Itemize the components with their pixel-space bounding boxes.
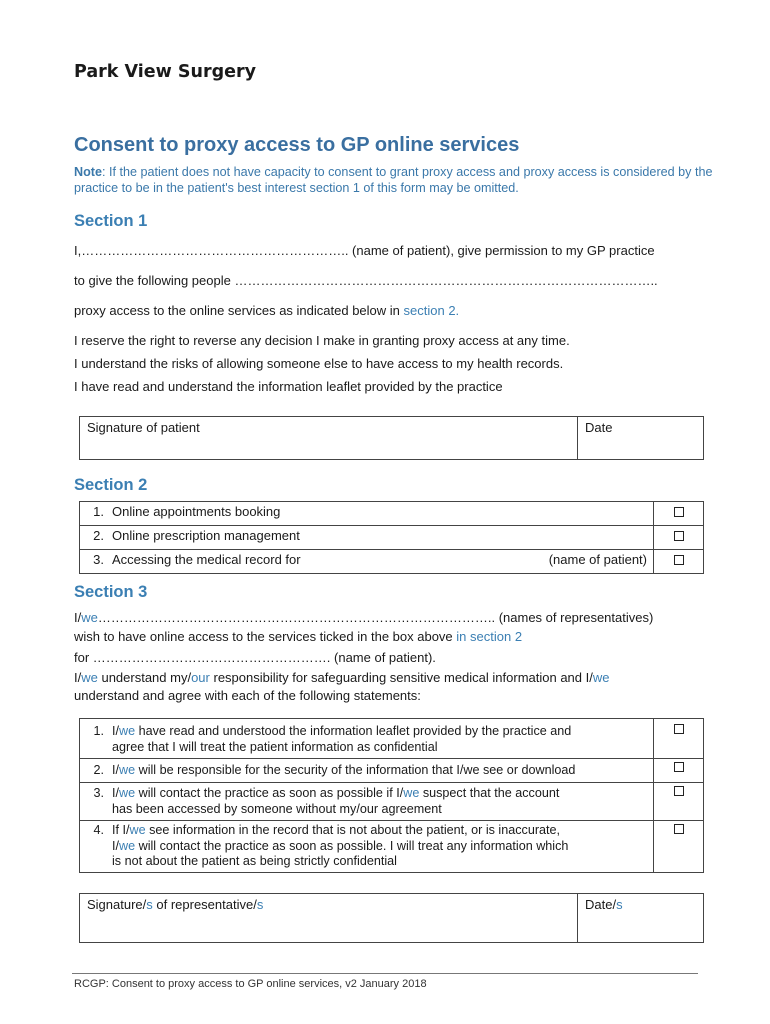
statement-cell [80,821,654,873]
service-label: Online prescription management [112,528,300,543]
section-3-heading: Section 3 [74,583,148,601]
footer-divider [72,973,698,974]
statement-number: 3. [93,786,104,800]
patient-signature-label: Signature of patient [87,420,200,435]
text-fragment: understand my/ [97,670,192,685]
text-fragment: we [592,670,610,685]
text-fragment: will contact the practice as soon as possible if I/ [135,786,404,800]
section-3-line-2 [74,629,522,644]
text-fragment: we [81,610,98,625]
checkbox[interactable] [674,762,684,772]
section-1-line-3-text: proxy access to the online services as indicated below in [74,303,404,318]
text-fragment: we [119,786,136,800]
statement-checkbox-cell[interactable] [654,821,704,873]
patient-signature-table [79,416,704,460]
statement-checkbox-cell[interactable] [654,719,704,759]
text-fragment: is not about the patient as being strictly confidential [112,854,397,868]
note-paragraph [74,165,714,196]
text-fragment: suspect that the account [419,786,560,800]
section-1-line-2: to give the following people …………………………………………………………………………………….. [74,273,658,288]
text-fragment: we [119,724,136,738]
section-3-line-5: understand and agree with each of the following statements: [74,688,421,703]
service-cell [80,502,654,526]
text-fragment: I/ [112,763,119,777]
service-number: 1. [93,504,104,519]
text-fragment: s [616,897,623,912]
section-2-reference: section 2. [403,303,460,318]
statement-number: 2. [93,763,104,777]
text-fragment: of representative/ [152,897,257,912]
text-fragment: will be responsible for the security of the information that I/we see or download [135,763,576,777]
section-3-line-4 [74,670,609,685]
checkbox[interactable] [674,507,684,517]
text-fragment: s [256,897,264,912]
service-checkbox-cell[interactable] [654,550,704,574]
note-label: Note [74,165,102,179]
service-cell [80,526,654,550]
text-fragment: ……………………………………………………………………………….. (names of representatives) [97,610,654,625]
text-fragment: I/ [112,786,119,800]
patient-date-field[interactable] [578,417,704,460]
note-text: : If the patient does not have capacity to consent to grant proxy access and proxy access is considered by the practice to be in the patient's best interest section 1 of this form may be omitted. [74,165,713,195]
statement-cell [80,759,654,783]
representative-date-field[interactable] [578,894,704,943]
text-fragment: agree that I will treat the patient information as confidential [112,739,438,754]
service-number: 3. [93,552,104,567]
service-label: Accessing the medical record for [112,552,301,567]
statement-number: 4. [93,823,104,837]
service-row [80,502,704,526]
representative-signature-field[interactable] [80,894,578,943]
checkbox[interactable] [674,724,684,734]
text-fragment: I/ [74,610,82,625]
surgery-name: Park View Surgery [74,62,257,82]
representative-signature-table [79,893,704,943]
text-fragment: our [191,670,210,685]
statement-row [80,759,704,783]
statement-cell [80,719,654,759]
checkbox[interactable] [674,531,684,541]
text-fragment: has been accessed by someone without my/our agreement [112,801,442,816]
section-3-line-3: for ………………………………………………. (name of patient). [74,650,436,665]
patient-date-label: Date [585,420,613,435]
statement-row [80,821,704,873]
statement-understand-risks: I understand the risks of allowing someone else to have access to my health records. [74,356,564,371]
statement-cell [80,783,654,821]
statement-reverse-decision: I reserve the right to reverse any decision I make in granting proxy access at any time. [74,333,570,348]
service-row [80,526,704,550]
text-fragment: we [403,786,420,800]
section-1-line-3 [74,303,459,318]
text-fragment: I/ [112,724,119,738]
patient-signature-field[interactable] [80,417,578,460]
footer-text: RCGP: Consent to proxy access to GP online services, v2 January 2018 [74,978,427,990]
text-fragment: s [146,897,153,912]
checkbox[interactable] [674,555,684,565]
section-2-reference: in section 2 [456,629,523,644]
section-2-heading: Section 2 [74,476,148,494]
text-fragment: Date/ [585,897,617,912]
text-fragment: will contact the practice as soon as possible. I will treat any information which [135,838,569,853]
text-fragment: responsibility for safeguarding sensitive medical information and I/ [209,670,593,685]
section-1-heading: Section 1 [74,212,148,230]
statement-checkbox-cell[interactable] [654,783,704,821]
page-title: Consent to proxy access to GP online services [74,134,520,156]
section-3-line-1 [74,610,653,625]
text-fragment: we [81,670,98,685]
checkbox[interactable] [674,786,684,796]
checkbox[interactable] [674,824,684,834]
text-fragment: we [129,823,146,837]
text-fragment: I/ [74,670,82,685]
statement-row [80,783,704,821]
section-1-line-1: I,…………………………………………………….. (name of patient), give permission to my GP practice [74,243,655,258]
services-table [79,501,704,574]
text-fragment: we [119,838,136,853]
text-fragment: see information in the record that is not about the patient, or is inaccurate, [145,823,561,837]
text-fragment: I/ [112,838,119,853]
statements-table [79,718,704,873]
statement-checkbox-cell[interactable] [654,759,704,783]
service-row [80,550,704,574]
service-suffix: (name of patient) [548,552,647,567]
statement-read-leaflet: I have read and understand the information leaflet provided by the practice [74,379,503,394]
text-fragment: Signature/ [87,897,147,912]
service-label: Online appointments booking [112,504,281,519]
text-fragment: have read and understood the information leaflet provided by the practice and [135,724,572,738]
service-cell [80,550,654,574]
text-fragment: wish to have online access to the services ticked in the box above [74,629,457,644]
text-fragment: If I/ [112,823,130,837]
text-fragment: we [119,763,136,777]
service-checkbox-cell[interactable] [654,502,704,526]
statement-number: 1. [93,724,104,738]
service-checkbox-cell[interactable] [654,526,704,550]
service-number: 2. [93,528,104,543]
statement-row [80,719,704,759]
